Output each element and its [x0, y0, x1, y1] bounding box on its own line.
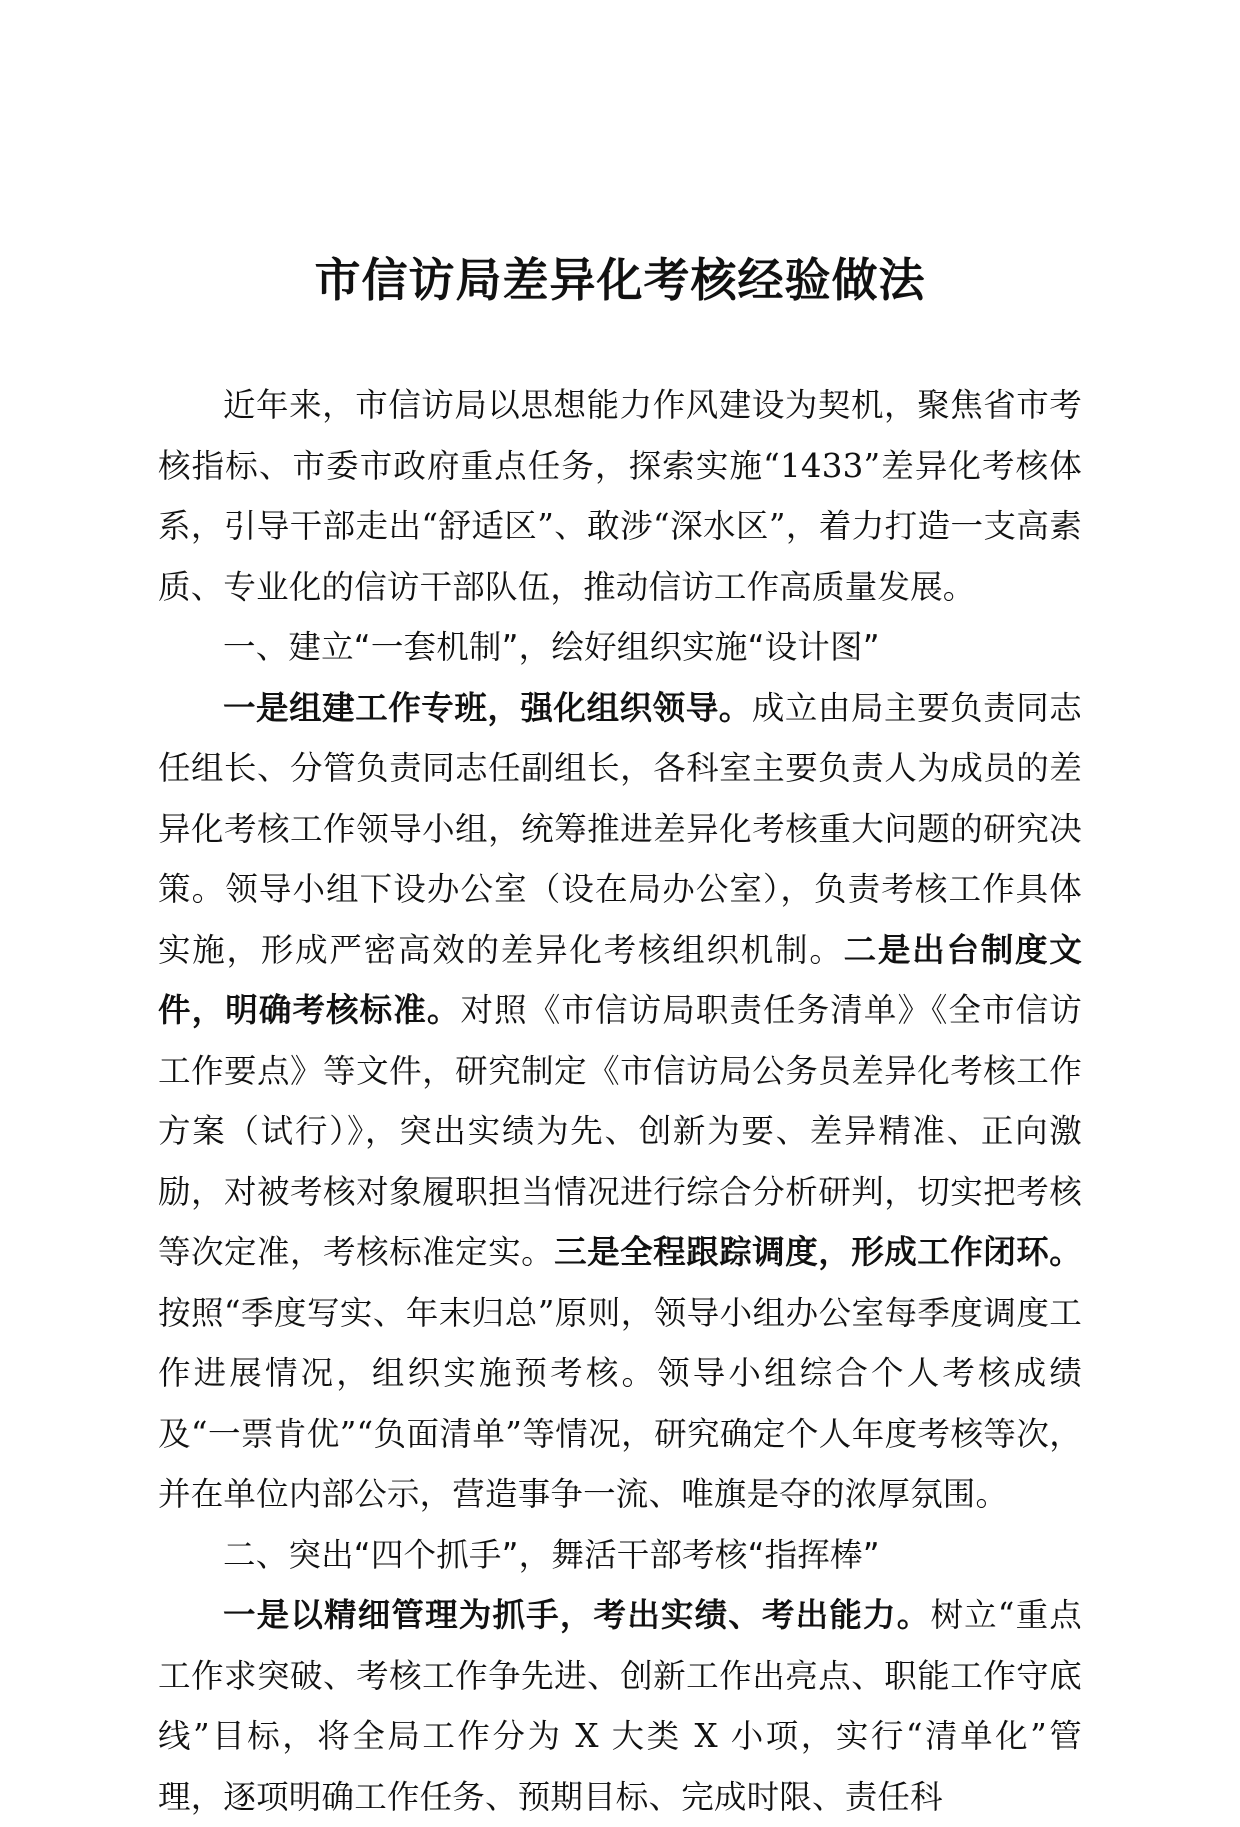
intro-paragraph: 近年来，市信访局以思想能力作风建设为契机，聚焦省市考核指标、市委市政府重点任务，探索实施“1433”差异化考核体系，引导干部走出“舒适区”、敢涉“深水区”，着力打造一支高素质、专业化的信访干部队伍，推动信访工作高质量发展。 [158, 386, 1082, 606]
section-1-paragraph [158, 678, 1082, 1525]
document-body [158, 375, 1082, 1827]
section-1-point-2-lead: 二是出台制度文件，明确考核标准。 [158, 929, 1082, 1029]
section-2-heading: 二、突出“四个抓手”，舞活干部考核“指挥棒” [223, 1535, 880, 1574]
section-1-point-3-text: 按照“季度写实、年末归总”原则，领导小组办公室每季度调度工作进展情况，组织实施预考核。领导小组综合个人考核成绩及“一票肯优”“负面清单”等情况，研究确定个人年度考核等次，并在单位内部公示，营造事争一流、唯旗是夺的浓厚氛围。 [158, 1293, 1082, 1513]
section-1-point-2-text: 对照《市信访局职责任务清单》《全市信访工作要点》等文件，研究制定《市信访局公务员差异化考核工作方案（试行）》，突出实绩为先、创新为要、差异精准、正向激励，对被考核对象履职担当情况进行综合分析研判，切实把考核等次定准，考核标准定实。 [158, 991, 1082, 1271]
section-1-point-3-lead: 三是全程跟踪调度，形成工作闭环。 [554, 1232, 1083, 1271]
section-2-point-1-lead: 一是以精细管理为抓手，考出实绩、考出能力。 [223, 1595, 931, 1634]
section-1-heading: 一、建立“一套机制”，绘好组织实施“设计图” [223, 628, 880, 666]
section-2-paragraph [158, 1585, 1082, 1827]
document-title: 市信访局差异化考核经验做法 [314, 253, 926, 307]
section-1-point-1-lead: 一是组建工作专班，强化组织领导。 [223, 687, 752, 727]
section-1-point-1-text: 成立由局主要负责同志任组长、分管负责同志任副组长，各科室主要负责人为成员的差异化考核工作领导小组，统筹推进差异化考核重大问题的研究决策。领导小组下设办公室（设在局办公室），负责考核工作具体实施，形成严密高效的差异化考核组织机制。 [158, 688, 1082, 969]
section-2-point-1-text: 树立“重点工作求突破、考核工作争先进、创新工作出亮点、职能工作守底线”目标，将全局工作分为 X 大类 X 小项，实行“清单化”管理，逐项明确工作任务、预期目标、完成时限、责任科 [158, 1596, 1083, 1816]
